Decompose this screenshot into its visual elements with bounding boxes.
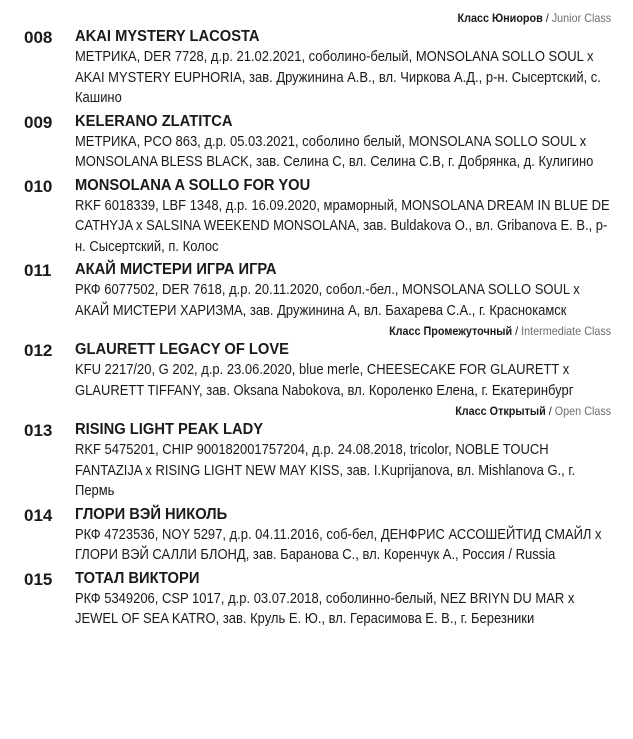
class-header-en: Open Class [554, 404, 612, 418]
dog-name: АКАЙ МИСТЕРИ ИГРА ИГРА [75, 261, 277, 278]
entry-number: 013 [24, 421, 53, 440]
class-header-separator: / [545, 404, 555, 418]
class-header-junior [83, 10, 613, 26]
dog-details: KFU 2217/20, G 202, д.р. 23.06.2020, blue merle, CHEESECAKE FOR GLAURETT x GLAURETT TIFFANY, зав. Oksana Nabokova, вл. Короленко Елена, г. Екатеринбург [75, 362, 574, 399]
entry-number: 012 [24, 341, 53, 360]
entry-number: 008 [24, 28, 53, 47]
dog-name: MONSOLANA A SOLLO FOR YOU [75, 176, 311, 194]
dog-details: РКФ 5349206, CSP 1017, д.р. 03.07.2018, соболинно-белый, NEZ BRIYN DU MAR x JEWEL OF SEA KATRO, зав. Круль Е. Ю., вл. Герасимова Е. В., г. Березники [75, 590, 575, 627]
dog-details: РКФ 4723536, NOY 5297, д.р. 04.11.2016, соб-бел, ДЕНФРИС АССОШЕЙТИД СМАЙЛ x ГЛОРИ ВЭЙ САЛЛИ БЛОНД, зав. Баранова С., вл. Коренчук А., Россия / Russia [75, 526, 602, 563]
class-header-open [83, 403, 613, 419]
dog-name: KELERANO ZLATITCA [75, 112, 233, 130]
dog-name: ТОТАЛ ВИКТОРИ [75, 569, 200, 587]
entry-number: 009 [24, 112, 53, 132]
entry-008 [24, 26, 613, 111]
entry-014 [24, 504, 613, 568]
class-header-ru: Класс Промежуточный [389, 324, 513, 338]
entry-number: 010 [24, 176, 53, 196]
class-header-en: Intermediate Class [521, 324, 612, 338]
dog-details: РКФ 6077502, DER 7618, д.р. 20.11.2020, собол.-бел., MONSOLANA SOLLO SOUL x АКАЙ МИСТЕРИ ХАРИЗМА, зав. Дружинина А, вл. Бахарева С.А., г. Краснокамск [75, 282, 580, 319]
entry-009 [24, 111, 613, 175]
class-header-ru: Класс Открытый [455, 404, 546, 418]
dog-name: AKAI MYSTERY LACOSTA [75, 28, 260, 45]
entry-010 [24, 175, 613, 260]
entry-number: 014 [24, 505, 53, 525]
dog-details: RKF 5475201, CHIP 900182001757204, д.р. 24.08.2018, tricolor, NOBLE TOUCH FANTAZIJA x RISING LIGHT NEW MAY KISS, зав. I.Kuprijanova, вл. Mishlanova G., г. Пермь [75, 442, 576, 499]
entry-013 [24, 419, 613, 504]
dog-details: RKF 6018339, LBF 1348, д.р. 16.09.2020, мраморный, MONSOLANA DREAM IN BLUE DE CATHYJA x SALSINA WEEKEND MONSOLANA, зав. Buldakova O., вл. Gribanova E. B., р-н. Сысертский, п. Колос [75, 197, 610, 255]
class-header-ru: Класс Юниоров [457, 11, 543, 25]
entry-number: 015 [24, 569, 53, 589]
class-header-en: Junior Class [551, 11, 612, 25]
dog-name: RISING LIGHT PEAK LADY [75, 421, 264, 438]
dog-details: МЕТРИКА, DER 7728, д.р. 21.02.2021, соболино-белый, MONSOLANA SOLLO SOUL x AKAI MYSTERY EUPHORIA, зав. Дружинина А.В., вл. Чиркова А.Д., р-н. Сысертский, с. Кашино [75, 49, 601, 106]
entry-012 [24, 339, 613, 403]
class-header-intermediate [83, 323, 613, 339]
entry-011 [24, 259, 613, 323]
entry-number: 011 [24, 261, 52, 280]
class-header-separator: / [512, 324, 522, 338]
dog-name: ГЛОРИ ВЭЙ НИКОЛЬ [75, 505, 228, 523]
class-header-separator: / [542, 11, 552, 25]
entry-015 [24, 568, 613, 632]
dog-name: GLAURETT LEGACY OF LOVE [75, 341, 290, 358]
dog-details: МЕТРИКА, PCO 863, д.р. 05.03.2021, соболино белый, MONSOLANA SOLLO SOUL x MONSOLANA BLESS BLACK, зав. Селина С, вл. Селина С.В, г. Добрянка, д. Кулигино [75, 133, 594, 170]
